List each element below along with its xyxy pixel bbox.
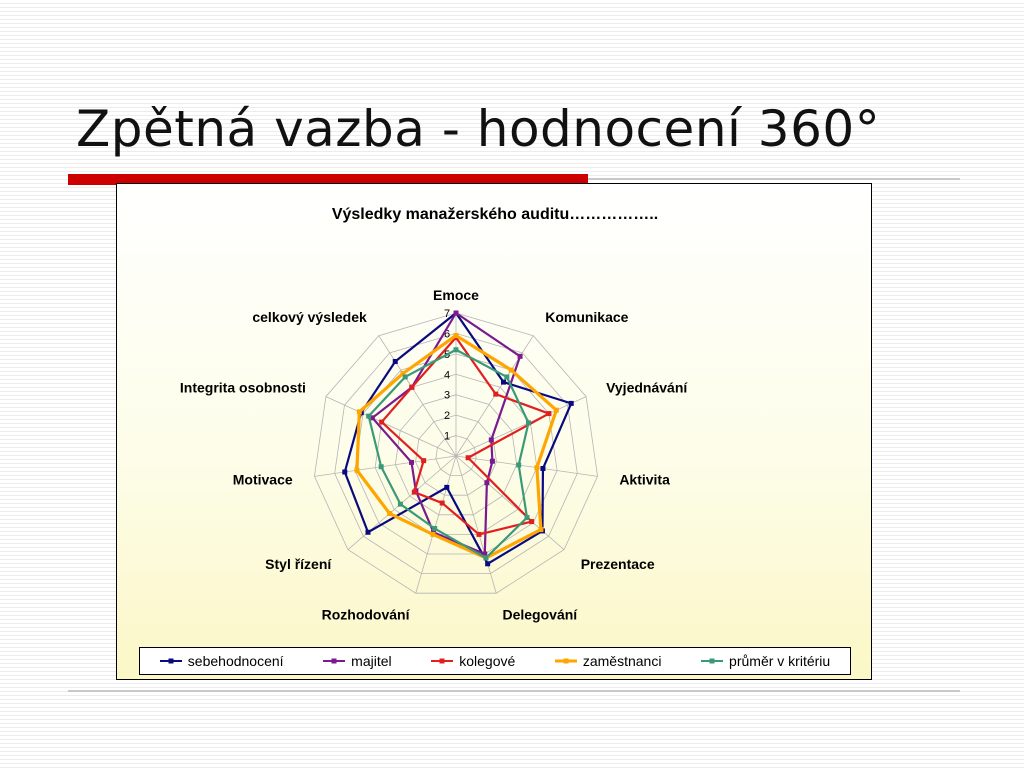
data-point <box>398 502 403 507</box>
data-point <box>516 463 521 468</box>
slide-title: Zpětná vazba - hodnocení 360° <box>76 100 881 158</box>
legend-item <box>701 653 830 669</box>
data-point <box>444 485 449 490</box>
tick-label: 3 <box>443 389 451 402</box>
data-point <box>393 359 398 364</box>
category-label: Delegování <box>502 606 578 623</box>
data-point <box>403 374 408 379</box>
data-point <box>342 469 347 474</box>
footer-divider <box>68 690 960 692</box>
tick-label: 7 <box>443 308 451 320</box>
data-point <box>454 311 459 316</box>
axis-spoke <box>416 456 456 593</box>
data-point <box>485 561 490 566</box>
series-line <box>357 335 556 557</box>
chart-area <box>116 183 872 680</box>
category-label: Rozhodování <box>321 606 410 623</box>
legend-swatch <box>323 656 345 666</box>
legend-label: sebehodnocení <box>187 653 284 669</box>
data-point <box>454 347 459 352</box>
data-point <box>569 401 574 406</box>
tick-label: 2 <box>443 410 451 423</box>
data-point <box>379 420 384 425</box>
data-point <box>409 460 414 465</box>
legend-swatch <box>555 656 577 666</box>
radar-chart <box>117 184 873 681</box>
category-label: Styl řízení <box>265 556 332 573</box>
data-point <box>489 437 494 442</box>
data-point <box>529 519 534 524</box>
legend-swatch <box>701 656 723 666</box>
legend-item <box>323 653 391 669</box>
category-label: Motivace <box>232 471 293 488</box>
axis-spoke <box>456 456 496 593</box>
tick-label: 6 <box>443 328 451 341</box>
data-point <box>354 468 359 473</box>
legend-item <box>160 653 284 669</box>
legend-item <box>555 653 662 669</box>
legend-item <box>431 653 515 669</box>
legend-swatch <box>431 656 453 666</box>
legend-label: majitel <box>351 653 392 669</box>
data-point <box>525 515 530 520</box>
data-point <box>357 409 362 414</box>
data-point <box>504 374 509 379</box>
category-label: celkový výsledek <box>252 309 367 326</box>
series-line <box>382 338 549 535</box>
data-point <box>409 385 414 390</box>
data-point <box>509 368 514 373</box>
category-label: Emoce <box>433 287 479 303</box>
data-point <box>526 420 531 425</box>
legend-swatch <box>160 656 182 666</box>
data-point <box>538 527 543 532</box>
data-point <box>421 458 426 463</box>
data-point <box>501 380 506 385</box>
title-underline-grey <box>588 178 960 180</box>
data-point <box>430 532 435 537</box>
data-point <box>432 526 437 531</box>
chart-title: Výsledky manažerského auditu…………….. <box>331 206 659 223</box>
data-point <box>387 511 392 516</box>
data-point <box>477 532 482 537</box>
data-point <box>365 530 370 535</box>
category-label: Aktivita <box>619 471 670 488</box>
data-point <box>440 501 445 506</box>
tick-label: 4 <box>443 369 451 382</box>
data-point <box>379 464 384 469</box>
category-label: Prezentace <box>580 556 655 573</box>
legend-label: kolegové <box>459 653 516 669</box>
chart-legend <box>139 647 851 675</box>
data-point <box>540 466 545 471</box>
data-point <box>484 480 489 485</box>
category-label: Vyjednávání <box>606 379 688 396</box>
data-point <box>518 354 523 359</box>
data-point <box>454 333 459 338</box>
legend-label: průměr v kritériu <box>729 653 831 669</box>
data-point <box>366 414 371 419</box>
data-point <box>546 411 551 416</box>
data-point <box>483 555 488 560</box>
category-label: Integrita osobnosti <box>179 379 306 396</box>
legend-label: zaměstnanci <box>582 653 662 669</box>
data-point <box>466 455 471 460</box>
data-point <box>554 408 559 413</box>
tick-label: 5 <box>443 348 451 361</box>
data-point <box>412 490 417 495</box>
data-point <box>490 459 495 464</box>
tick-label: 1 <box>443 430 451 443</box>
data-point <box>534 465 539 470</box>
category-label: Komunikace <box>545 309 629 326</box>
data-point <box>493 392 498 397</box>
